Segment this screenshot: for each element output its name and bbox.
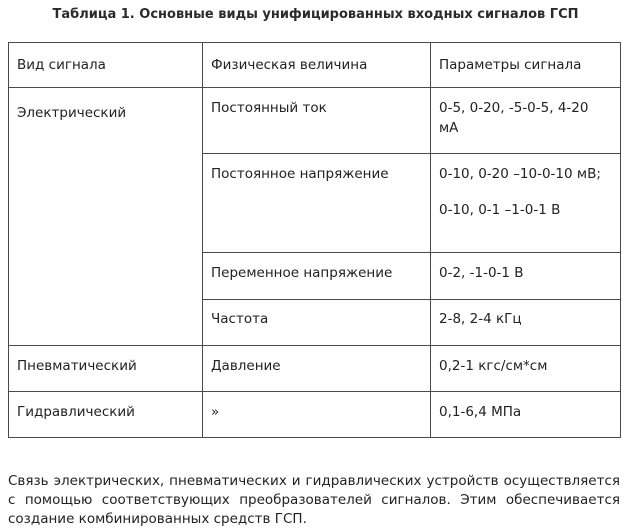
- cell-signal-kind: Гидравлический: [9, 392, 203, 438]
- table-row: [9, 392, 621, 438]
- table-header-row: [9, 43, 621, 88]
- table-row: [9, 346, 621, 392]
- table-row: [9, 88, 621, 154]
- header-signal-parameters: Параметры сигнала: [431, 43, 621, 88]
- param-line: 0-5, 0-20, -5-0-5, 4-20 мА: [439, 100, 589, 136]
- cell-signal-parameters: [431, 154, 621, 253]
- cell-signal-kind: Пневматический: [9, 346, 203, 392]
- cell-signal-parameters: [431, 392, 621, 438]
- body-paragraph: Связь электрических, пневматических и гидравлических устройств осуществляется с помощью соответствующих преобразователей сигналов. Этим обеспечивается создание комбинированных средств ГСП.: [8, 472, 620, 527]
- param-line: 0-10, 0-20 –10-0-10 мВ;: [439, 166, 601, 182]
- header-signal-kind: Вид сигнала: [9, 43, 203, 88]
- param-line: 0,2-1 кгс/см*см: [439, 358, 548, 374]
- cell-physical-quantity: Постоянное напряжение: [203, 154, 431, 253]
- cell-physical-quantity: »: [203, 392, 431, 438]
- cell-signal-parameters: [431, 300, 621, 346]
- param-line: 2-8, 2-4 кГц: [439, 311, 522, 327]
- signals-table: [8, 42, 621, 438]
- cell-physical-quantity: Давление: [203, 346, 431, 392]
- cell-signal-kind: Электрический: [9, 88, 203, 346]
- table-caption: Таблица 1. Основные виды унифицированных входных сигналов ГСП: [52, 7, 579, 22]
- cell-physical-quantity: Постоянный ток: [203, 88, 431, 154]
- param-line: 0-10, 0-1 –1-0-1 В: [439, 202, 561, 218]
- cell-physical-quantity: Переменное напряжение: [203, 253, 431, 300]
- param-line: 0,1-6,4 МПа: [439, 404, 522, 420]
- cell-physical-quantity: Частота: [203, 300, 431, 346]
- cell-signal-parameters: [431, 253, 621, 300]
- cell-signal-parameters: [431, 88, 621, 154]
- cell-signal-parameters: [431, 346, 621, 392]
- param-spacer: [439, 184, 612, 200]
- header-physical-quantity: Физическая величина: [203, 43, 431, 88]
- param-line: 0-2, -1-0-1 В: [439, 265, 524, 281]
